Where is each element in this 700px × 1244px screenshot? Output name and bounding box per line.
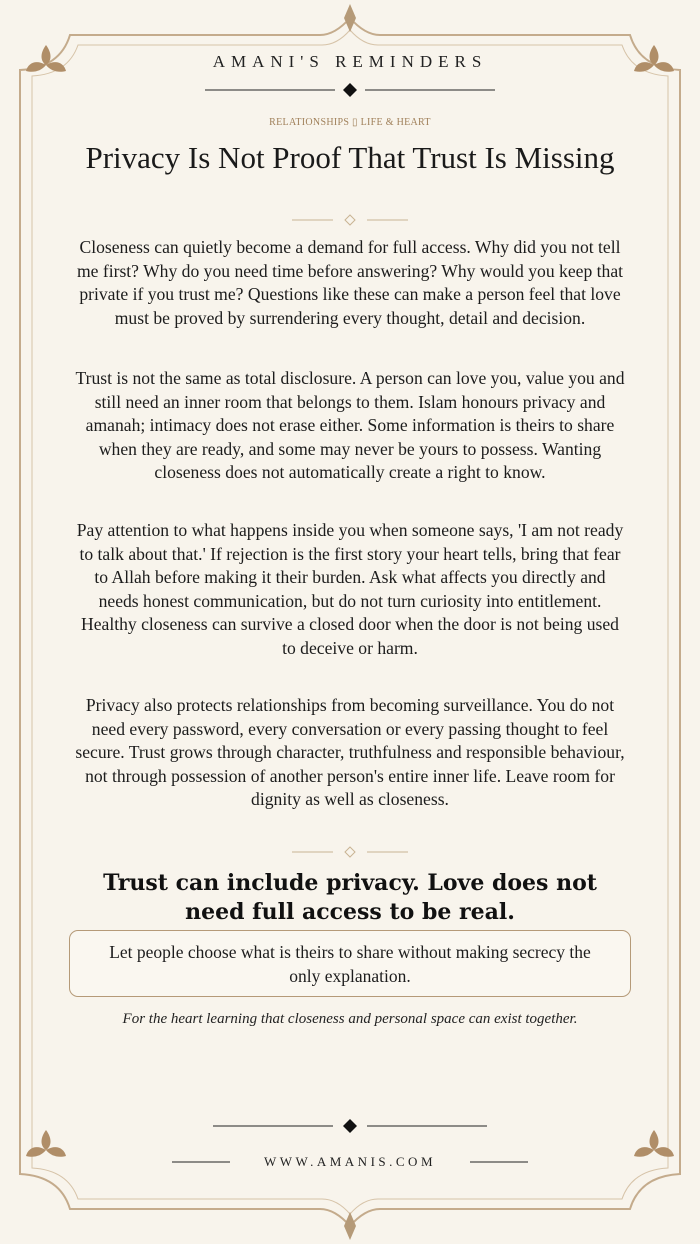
article-title: Privacy Is Not Proof That Trust Is Missing <box>85 140 615 175</box>
callout-box <box>69 930 631 997</box>
top-star-icon <box>344 4 356 32</box>
small-diamond-icon <box>345 215 355 225</box>
paragraph: Trust is not the same as total disclosure. A person can love you, value you and still need an inner room that belongs to them. Islam honours privacy and amanah; intimacy does not erase either. Some information is theirs to share when they are ready, and some may never be yours to possess. Wanting closeness does not automatically create a right to know. <box>75 368 625 483</box>
takeaway-heading: Trust can include privacy. Love does not need full access to be real. <box>103 870 597 925</box>
title-divider <box>292 215 408 225</box>
paragraph: Pay attention to what happens inside you when someone says, 'I am not ready to talk about that.' If rejection is the first story your heart tells, bring that fear to Allah before making it their burden. Ask what affects you directly and needs honest communication, but do not turn curiosity into entitlement. Healthy closeness can survive a closed door when the door is not being used to deceive or harm. <box>76 520 624 658</box>
category-tags: RELATIONSHIPS ▯ LIFE & HEART <box>269 117 431 128</box>
callout-text: Let people choose what is theirs to share without making secrecy the only explanation. <box>109 941 591 986</box>
diamond-icon <box>343 83 357 97</box>
header-divider <box>205 83 495 97</box>
paragraph: Privacy also protects relationships from becoming surveillance. You do not need every password, every conversation or every passing thought to feel secure. Trust grows through character, truthfulness and responsible behaviour, not through possession of another person's entire inner life. Leave room for dignity as well as closeness. <box>75 695 625 810</box>
diamond-icon <box>343 1119 357 1133</box>
footer-divider <box>213 1119 487 1133</box>
website-link[interactable]: WWW.AMANIS.COM <box>263 1154 437 1169</box>
dedication-text: For the heart learning that closeness and personal space can exist together. <box>122 1011 578 1027</box>
brand-title: AMANI'S REMINDERS <box>212 52 488 71</box>
paragraph: Closeness can quietly become a demand for full access. Why did you not tell me first? Why do you need time before answering? Why would you keep that private if you trust me? Questions like these can make a person feel that love must be proved by surrendering every thought, detail and decision. <box>76 237 624 328</box>
bottom-star-icon <box>344 1212 356 1240</box>
small-diamond-icon <box>345 847 355 857</box>
section-divider <box>292 847 408 857</box>
